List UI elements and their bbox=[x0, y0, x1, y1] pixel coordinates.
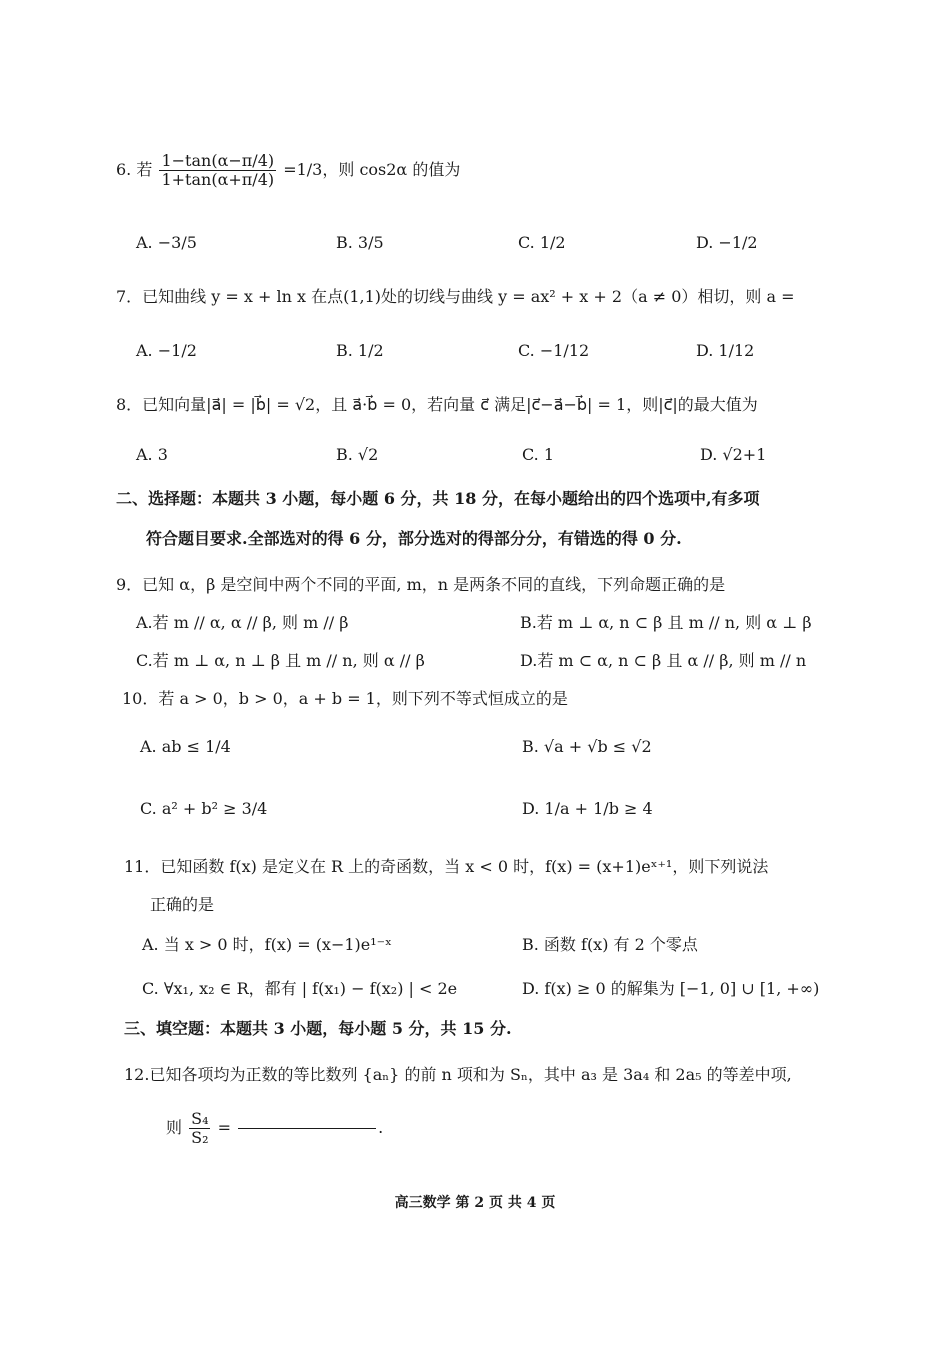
q7-option-c: C. −1/12 bbox=[518, 341, 590, 360]
q12-equals: = bbox=[217, 1118, 231, 1137]
q9-stem: 9．已知 α，β 是空间中两个不同的平面, m，n 是两条不同的直线，下列命题正确的是 bbox=[116, 575, 726, 594]
q12-frac-numerator: S₄ bbox=[191, 1109, 209, 1128]
q8-option-b: B. √2 bbox=[336, 445, 379, 464]
q12-lead: 则 bbox=[166, 1118, 183, 1137]
q8-option-d: D. √2+1 bbox=[700, 445, 767, 464]
q6-option-c: C. 1/2 bbox=[518, 233, 566, 252]
q6-stem bbox=[116, 152, 460, 189]
q12-stem: 12.已知各项均为正数的等比数列 {aₙ} 的前 n 项和为 Sₙ，其中 a₃ 是 3a₄ 和 2a₅ 的等差中项, bbox=[124, 1065, 792, 1084]
q7-option-a: A. −1/2 bbox=[136, 341, 197, 360]
q9-option-d: D.若 m ⊂ α, n ⊂ β 且 α // β, 则 m // n bbox=[520, 651, 807, 670]
q10-option-b: B. √a + √b ≤ √2 bbox=[522, 737, 652, 756]
q12-tail: . bbox=[378, 1118, 384, 1137]
section3-heading: 三、填空题：本题共 3 小题，每小题 5 分，共 15 分. bbox=[124, 1019, 512, 1038]
q10-option-d: D. 1/a + 1/b ≥ 4 bbox=[522, 799, 653, 818]
q8-option-c: C. 1 bbox=[522, 445, 555, 464]
q7-option-b: B. 1/2 bbox=[336, 341, 384, 360]
q12-fraction bbox=[189, 1110, 210, 1147]
q11-option-b: B. 函数 f(x) 有 2 个零点 bbox=[522, 935, 698, 954]
q11-option-d: D. f(x) ≥ 0 的解集为 [−1, 0] ∪ [1, +∞) bbox=[522, 979, 820, 998]
q6-option-a: A. −3/5 bbox=[136, 233, 197, 252]
q8-stem: 8．已知向量|a⃗| = |b⃗| = √2，且 a⃗·b⃗ = 0，若向量 c⃗ 满足|c⃗−a⃗−b⃗| = 1，则|c⃗|的最大值为 bbox=[116, 395, 758, 414]
section2-instructions: 符合题目要求.全部选对的得 6 分，部分选对的得部分分，有错选的得 0 分. bbox=[146, 529, 682, 548]
q6-equation-tail: =1/3，则 cos2α 的值为 bbox=[283, 160, 461, 179]
q11-option-c: C. ∀x₁, x₂ ∈ R，都有 | f(x₁) − f(x₂) | < 2e bbox=[142, 979, 458, 998]
q6-option-b: B. 3/5 bbox=[336, 233, 384, 252]
q6-fraction bbox=[159, 152, 276, 189]
q7-option-d: D. 1/12 bbox=[696, 341, 755, 360]
q11-stem-cont: 正确的是 bbox=[150, 895, 215, 914]
q6-number: 6. bbox=[116, 160, 132, 179]
page-footer: 高三数学 第 2 页 共 4 页 bbox=[394, 1195, 556, 1211]
section2-heading: 二、选择题：本题共 3 小题，每小题 6 分，共 18 分，在每小题给出的四个选项中,有多项 bbox=[116, 489, 760, 508]
q9-option-c: C.若 m ⊥ α, n ⊥ β 且 m // n, 则 α // β bbox=[136, 651, 425, 670]
q9-option-a: A.若 m // α, α // β, 则 m // β bbox=[136, 613, 349, 632]
q12-frac-denominator: S₂ bbox=[191, 1128, 209, 1147]
q10-stem: 10．若 a > 0，b > 0，a + b = 1，则下列不等式恒成立的是 bbox=[122, 689, 568, 708]
q12-answer-line bbox=[166, 1110, 383, 1147]
q8-option-a: A. 3 bbox=[136, 445, 168, 464]
q10-option-a: A. ab ≤ 1/4 bbox=[140, 737, 231, 756]
q11-stem: 11．已知函数 f(x) 是定义在 R 上的奇函数，当 x < 0 时，f(x) = (x+1)eˣ⁺¹，则下列说法 bbox=[124, 857, 769, 876]
q6-lead: 若 bbox=[136, 160, 153, 179]
q6-frac-denominator: 1+tan(α+π/4) bbox=[161, 170, 275, 189]
q12-answer-blank[interactable] bbox=[238, 1128, 376, 1129]
q10-option-c: C. a² + b² ≥ 3/4 bbox=[140, 799, 268, 818]
q9-option-b: B.若 m ⊥ α, n ⊂ β 且 m // n, 则 α ⊥ β bbox=[520, 613, 812, 632]
q6-frac-numerator: 1−tan(α−π/4) bbox=[161, 151, 275, 170]
q6-option-d: D. −1/2 bbox=[696, 233, 758, 252]
q7-stem: 7．已知曲线 y = x + ln x 在点(1,1)处的切线与曲线 y = ax² + x + 2（a ≠ 0）相切，则 a = bbox=[116, 287, 795, 306]
q11-option-a: A. 当 x > 0 时，f(x) = (x−1)e¹⁻ˣ bbox=[142, 935, 392, 954]
